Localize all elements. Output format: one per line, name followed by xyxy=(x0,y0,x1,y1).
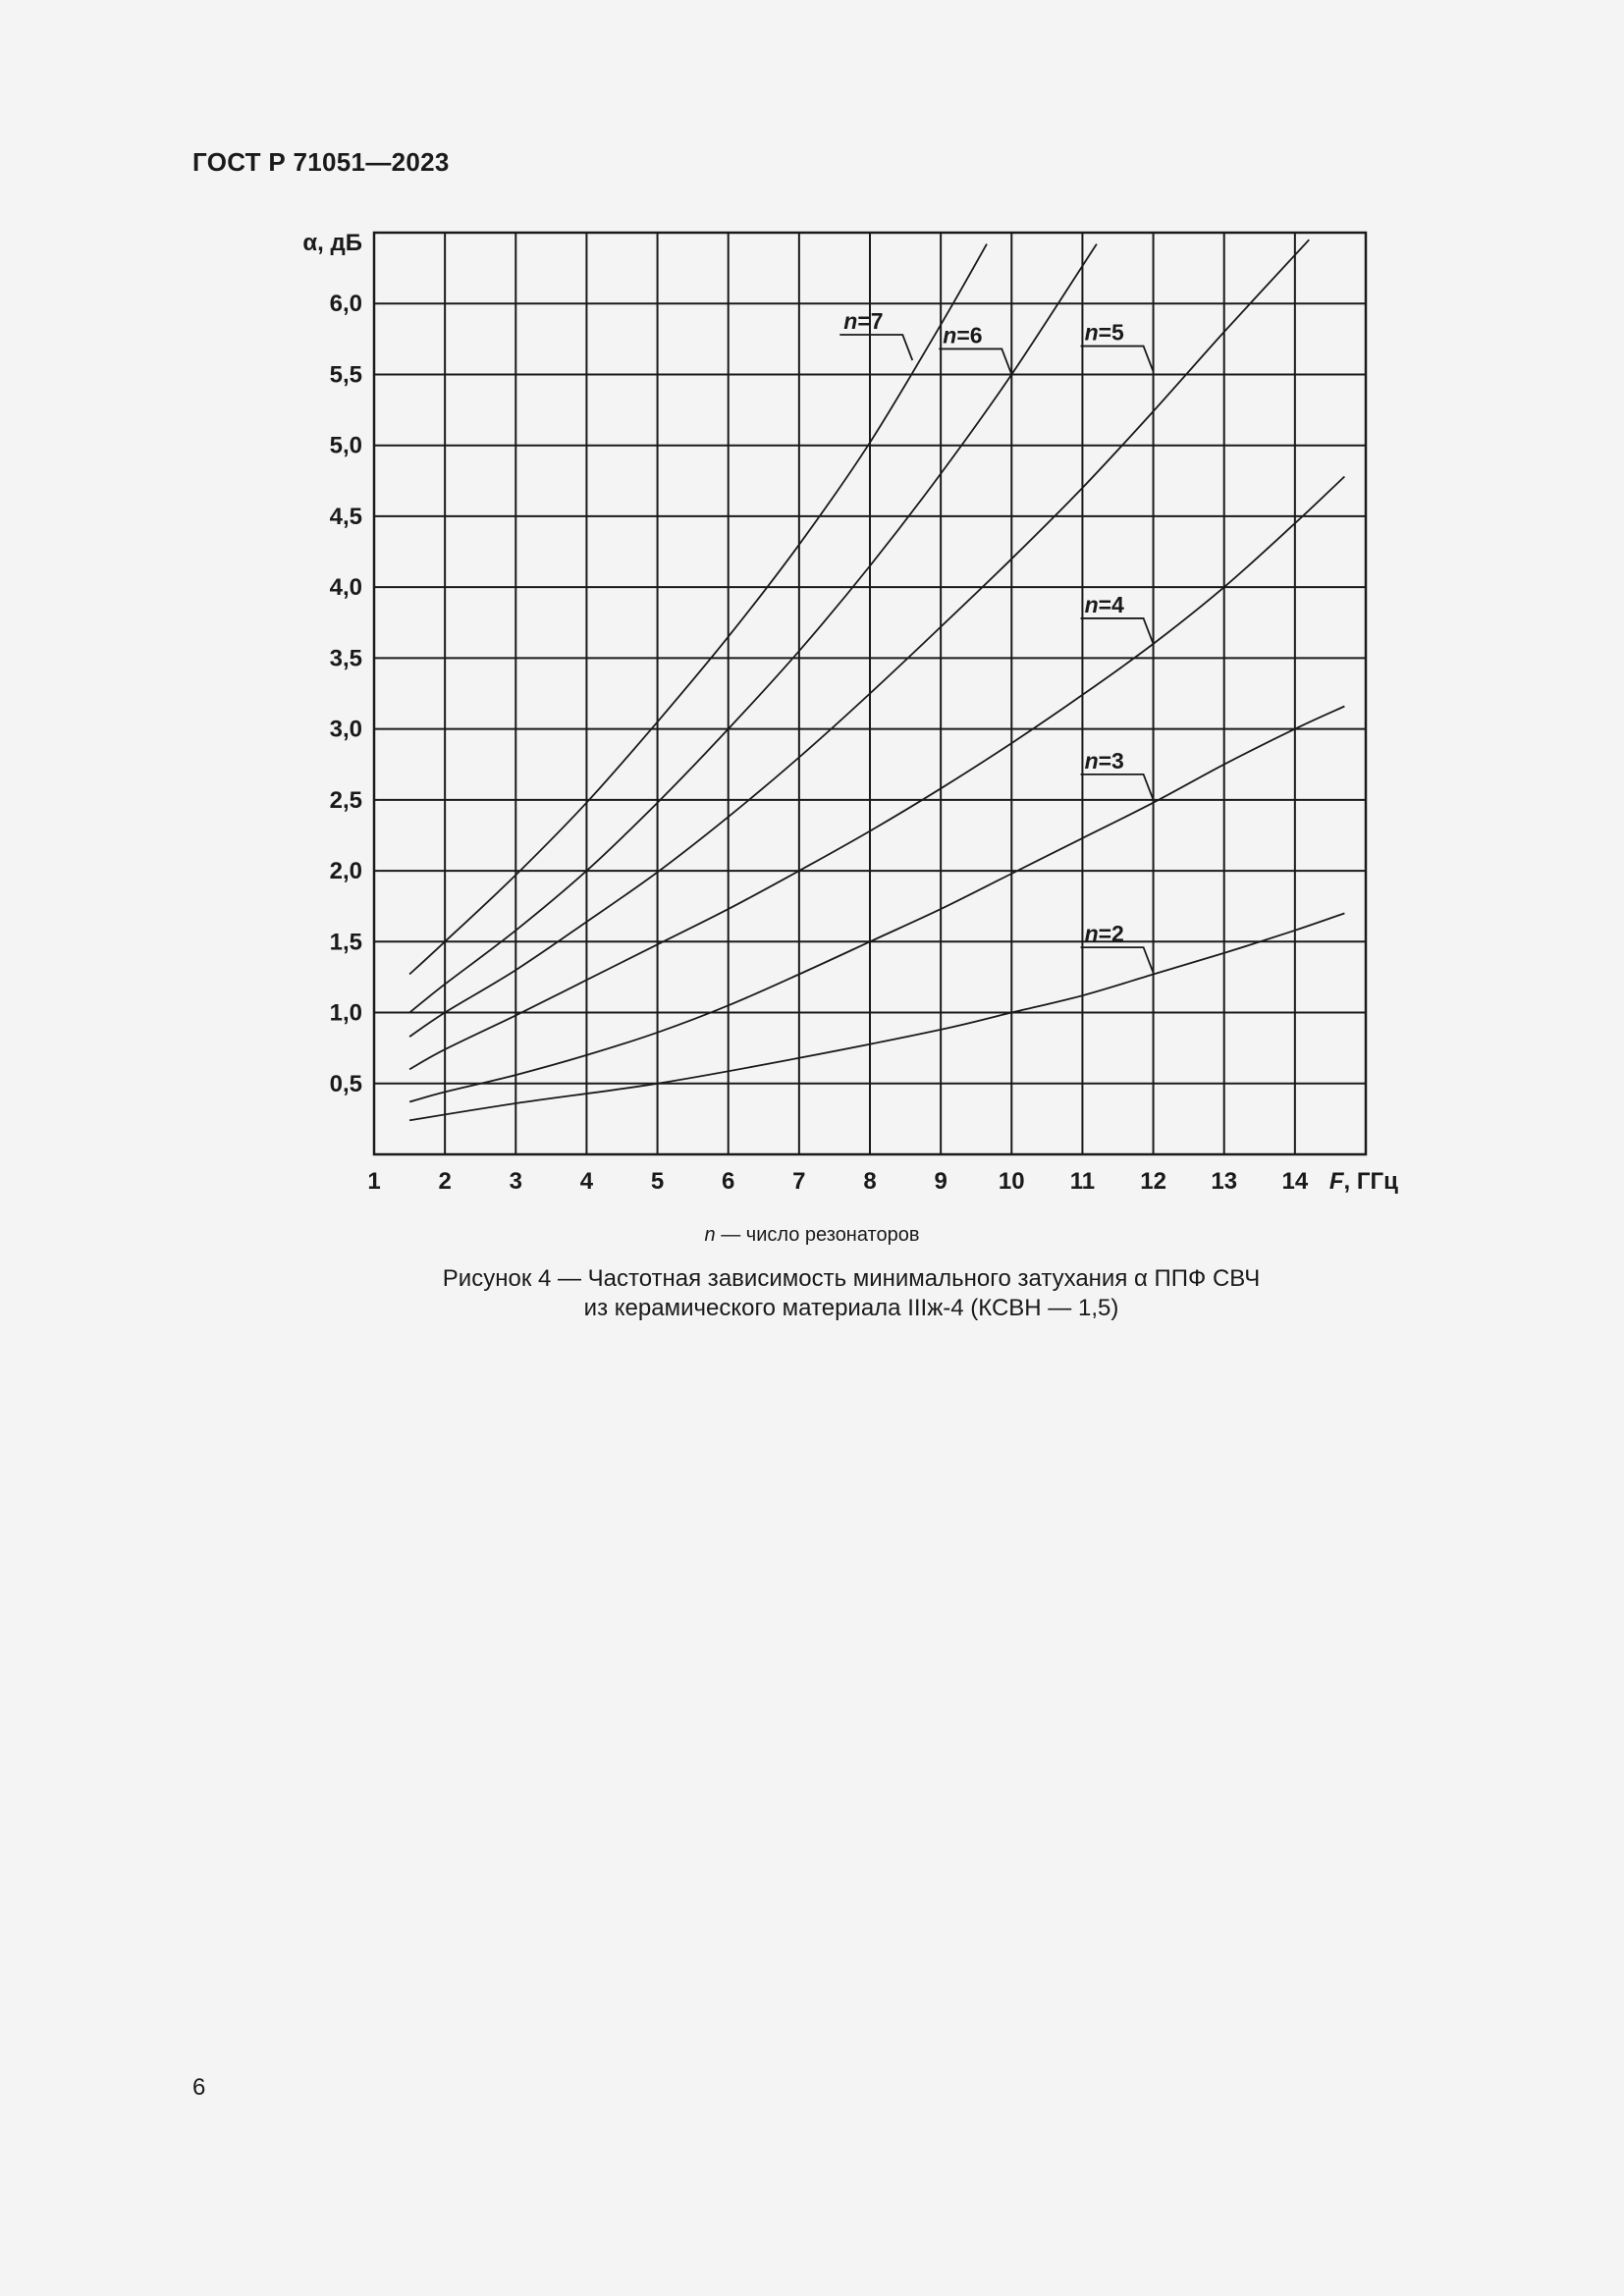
legend-note xyxy=(0,1224,1624,1247)
x-tick-label: 9 xyxy=(934,1168,947,1195)
x-axis-unit: , ГГц xyxy=(1343,1168,1398,1195)
series-leader-n=6 xyxy=(939,348,1011,374)
series-symbol: n xyxy=(843,308,858,335)
series-label-n=3 xyxy=(1085,748,1124,774)
series-symbol: n xyxy=(1084,921,1099,947)
series-symbol: n xyxy=(1084,591,1099,617)
x-axis-label xyxy=(1329,1168,1398,1195)
y-tick-label: 0,5 xyxy=(329,1070,362,1097)
series-symbol: n xyxy=(1084,747,1099,774)
legend-text: — число резонаторов xyxy=(715,1224,920,1246)
y-tick-label: 6,0 xyxy=(329,291,362,318)
document-header: ГОСТ Р 71051—2023 xyxy=(192,147,450,177)
x-tick-label: 5 xyxy=(650,1168,665,1195)
y-tick-label: 4,0 xyxy=(329,574,362,602)
x-tick-label: 3 xyxy=(509,1168,522,1195)
y-tick-label: 3,5 xyxy=(329,645,362,672)
x-tick-label: 8 xyxy=(863,1168,877,1195)
series-line-n=2 xyxy=(409,913,1344,1120)
legend-symbol: n xyxy=(704,1224,716,1246)
x-tick-label: 10 xyxy=(998,1168,1025,1195)
series-leader-n=5 xyxy=(1081,347,1154,372)
series-line-n=6 xyxy=(409,244,1097,1013)
x-tick-label: 11 xyxy=(1069,1168,1096,1195)
caption-line-1: Рисунок 4 — Частотная зависимость минимального затухания α ППФ СВЧ xyxy=(442,1265,1261,1292)
series-symbol: n xyxy=(943,322,957,348)
x-tick-label: 13 xyxy=(1211,1168,1238,1195)
series-line-n=7 xyxy=(409,244,987,975)
x-tick-label: 4 xyxy=(579,1168,594,1195)
x-tick-label: 7 xyxy=(792,1168,806,1195)
series-leader-n=2 xyxy=(1081,947,1154,973)
y-tick-label: 2,0 xyxy=(329,858,362,885)
caption-line-2: из керамического материала IIIж-4 (КСВН — 1,5) xyxy=(583,1295,1119,1321)
series-value: =3 xyxy=(1098,747,1124,774)
series-label-n=2 xyxy=(1085,921,1124,946)
figure-caption xyxy=(0,1264,1624,1323)
x-tick-label: 12 xyxy=(1140,1168,1166,1195)
series-line-n=5 xyxy=(409,240,1309,1037)
series-leader-n=3 xyxy=(1081,774,1154,800)
series-label-n=6 xyxy=(943,322,982,347)
series-symbol: n xyxy=(1084,319,1099,346)
series-line-n=4 xyxy=(409,477,1344,1070)
y-tick-label: 5,0 xyxy=(329,432,362,459)
chart-labels xyxy=(839,308,1153,973)
y-axis-label: α, дБ xyxy=(302,230,362,256)
series-value: =2 xyxy=(1098,921,1124,947)
x-tick-label: 1 xyxy=(367,1168,381,1195)
x-tick-label: 2 xyxy=(438,1168,452,1195)
series-value: =4 xyxy=(1098,591,1124,617)
series-leader-n=4 xyxy=(1081,618,1154,644)
chart-ticks xyxy=(330,291,1309,1195)
series-value: =7 xyxy=(857,308,884,335)
y-tick-label: 1,5 xyxy=(329,929,362,956)
y-tick-label: 1,0 xyxy=(329,999,362,1027)
y-tick-label: 5,5 xyxy=(329,361,362,389)
y-tick-label: 4,5 xyxy=(329,503,362,530)
y-tick-label: 3,0 xyxy=(329,716,362,743)
chart-series xyxy=(409,240,1344,1120)
series-label-n=4 xyxy=(1085,592,1124,617)
y-tick-label: 2,5 xyxy=(329,786,362,814)
x-axis-symbol: F xyxy=(1328,1168,1344,1195)
x-tick-label: 14 xyxy=(1281,1168,1309,1195)
series-leader-n=7 xyxy=(839,335,912,360)
series-label-n=7 xyxy=(843,308,883,334)
series-value: =5 xyxy=(1098,319,1124,346)
page-number: 6 xyxy=(192,2074,206,2101)
x-tick-label: 6 xyxy=(722,1168,735,1195)
series-label-n=5 xyxy=(1085,320,1124,346)
series-value: =6 xyxy=(956,322,983,348)
